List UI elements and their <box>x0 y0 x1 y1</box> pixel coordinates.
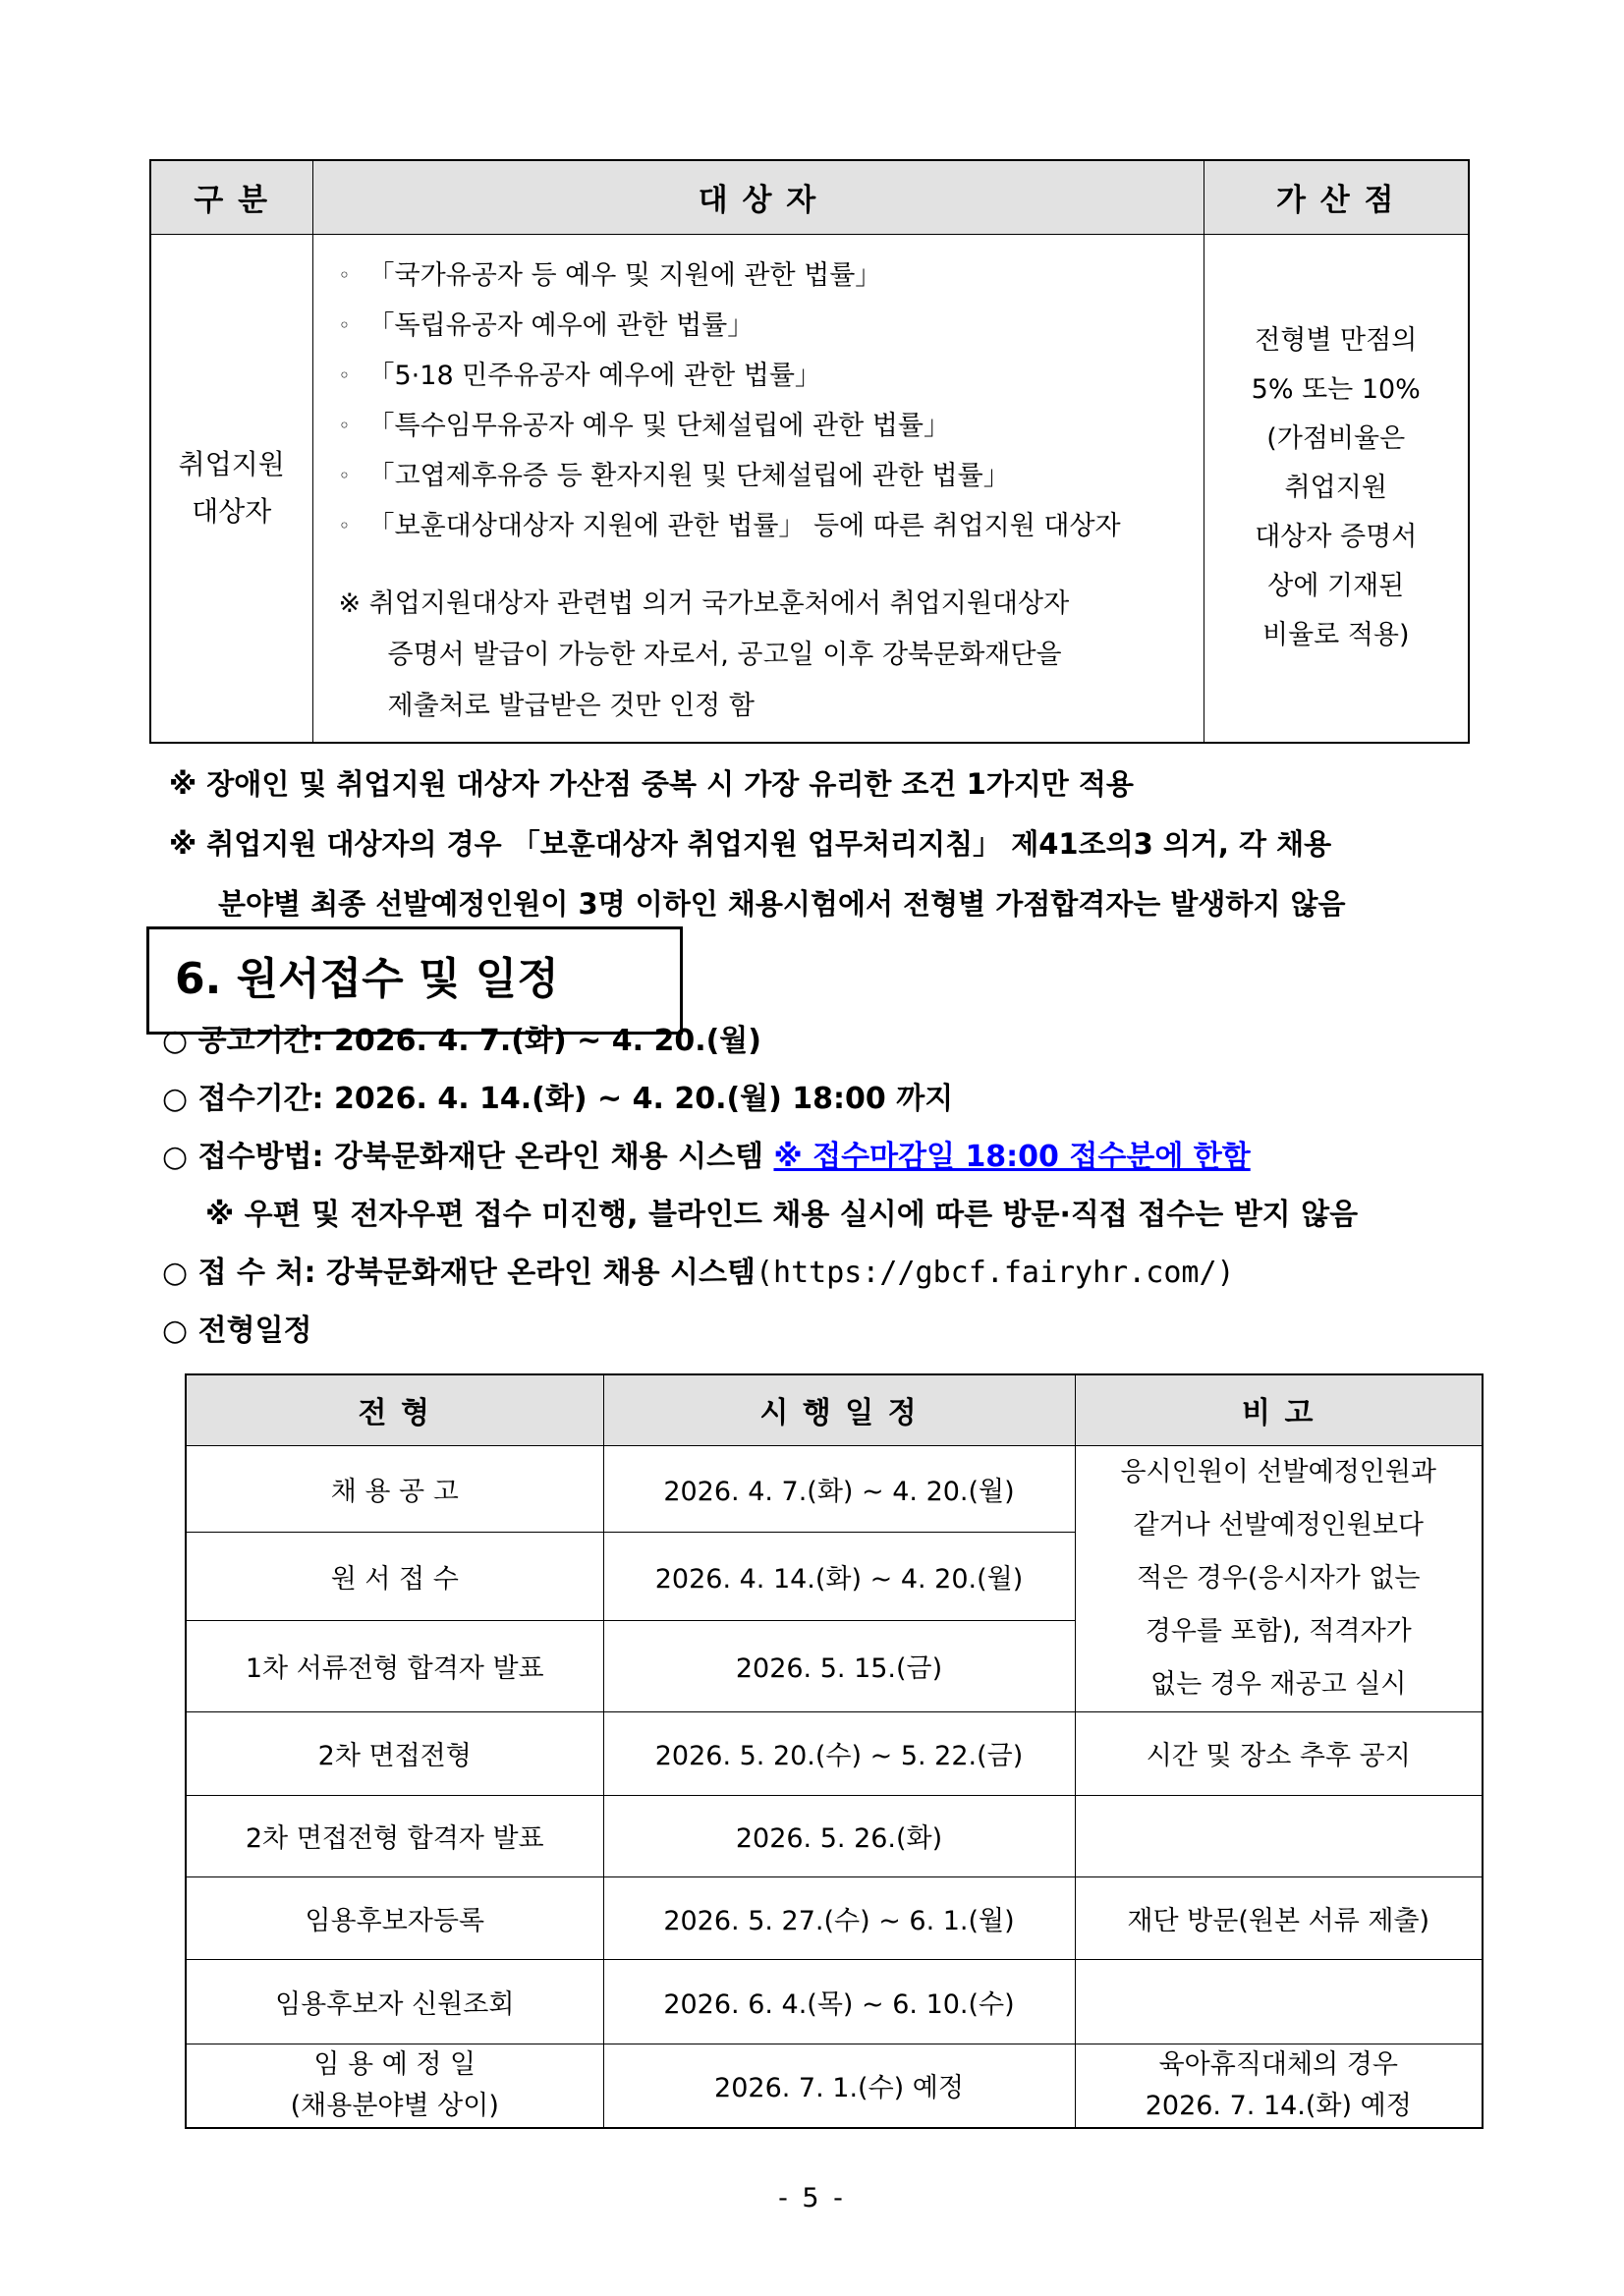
category-line: 대상자 <box>192 494 272 528</box>
table-row <box>186 1876 1483 1959</box>
circle-bullet-icon: ◦ <box>338 413 351 437</box>
notice-period: ○ 공고기간: 2026. 4. 7.(화) ~ 4. 20.(월) <box>162 1024 761 1058</box>
application-method: ○ 접수방법: 강북문화재단 온라인 채용 시스템 ※ 접수마감일 18:00 접수분에 한함 <box>162 1140 1251 1174</box>
circle-bullet-icon: ◦ <box>338 312 351 337</box>
stage-cell: 임용후보자등록 <box>186 1876 603 1959</box>
stage-cell: 2차 면접전형 <box>186 1711 603 1795</box>
category-cell <box>150 234 312 743</box>
application-info <box>162 1012 1358 1360</box>
date-cell: 2026. 5. 15.(금) <box>603 1621 1075 1711</box>
table-row <box>186 1445 1483 1532</box>
note-cell: 육아휴직대체의 경우 2026. 7. 14.(화) 예정 <box>1075 2044 1483 2128</box>
stage-cell: 임 용 예 정 일 (채용분야별 상이) <box>186 2044 603 2128</box>
eligibility-body-row <box>150 234 1469 743</box>
date-cell: 2026. 5. 20.(수) ~ 5. 22.(금) <box>603 1711 1075 1795</box>
schedule-label: ○ 전형일정 <box>162 1314 312 1348</box>
col-header-date: 시 행 일 정 <box>603 1374 1075 1445</box>
application-url: (https://gbcf.fairyhr.com/) <box>755 1256 1235 1290</box>
date-cell: 2026. 6. 4.(목) ~ 6. 10.(수) <box>603 1959 1075 2044</box>
col-header-stage: 전 형 <box>186 1374 603 1445</box>
law-item: ◦ 「보훈대상대상자 지원에 관한 법률」 등에 따른 취업지원 대상자 <box>339 501 1194 551</box>
note-cell: 재단 방문(원본 서류 제출) <box>1075 1876 1483 1959</box>
law-item: ◦ 「특수임무유공자 예우 및 단체설립에 관한 법률」 <box>339 401 1194 451</box>
target-cell <box>312 234 1204 743</box>
law-item: ◦ 「고엽제후유증 등 환자지원 및 단체설립에 관한 법률」 <box>339 451 1194 501</box>
schedule-table <box>185 1373 1484 2129</box>
category-line: 취업지원 <box>178 447 285 480</box>
col-header-note: 비 고 <box>1075 1374 1483 1445</box>
stage-cell: 2차 면접전형 합격자 발표 <box>186 1795 603 1876</box>
date-cell: 2026. 5. 26.(화) <box>603 1795 1075 1876</box>
date-cell: 2026. 4. 7.(화) ~ 4. 20.(월) <box>603 1445 1075 1532</box>
application-address: ○ 접 수 처: 강북문화재단 온라인 채용 시스템(https://gbcf.fairyhr.com/) <box>162 1256 1235 1290</box>
deadline-highlight-link[interactable]: ※ 접수마감일 18:00 접수분에 한함 <box>773 1140 1251 1174</box>
table-row <box>186 2044 1483 2128</box>
bonus-notes <box>169 755 1346 934</box>
application-method-note: ※ 우편 및 전자우편 접수 미진행, 블라인드 채용 실시에 따른 방문·직접 접수는 받지 않음 <box>205 1198 1359 1232</box>
law-item: ◦ 「독립유공자 예우에 관한 법률」 <box>339 301 1194 351</box>
stage-cell: 1차 서류전형 합격자 발표 <box>186 1621 603 1711</box>
stage-cell: 원 서 접 수 <box>186 1532 603 1620</box>
table-row <box>186 1795 1483 1876</box>
law-item: ◦ 「5·18 민주유공자 예우에 관한 법률」 <box>339 351 1194 401</box>
eligibility-header-row <box>150 160 1469 234</box>
schedule-header-row <box>186 1374 1483 1445</box>
date-cell: 2026. 5. 27.(수) ~ 6. 1.(월) <box>603 1876 1075 1959</box>
col-header-target: 대 상 자 <box>312 160 1204 234</box>
table-row <box>186 1959 1483 2044</box>
note-employment-support-cont: 분야별 최종 선발예정인원이 3명 이하인 채용시험에서 전형별 가점합격자는 발생하지 않음 <box>218 887 1346 921</box>
note-cell <box>1075 1959 1483 2044</box>
law-item: ◦ 「국가유공자 등 예우 및 지원에 관한 법률」 <box>339 251 1194 301</box>
circle-bullet-icon: ◦ <box>338 513 351 537</box>
note-employment-support: ※ 취업지원 대상자의 경우 「보훈대상자 취업지원 업무처리지침」 제41조의3 의거, 각 채용 <box>169 827 1332 861</box>
stage-cell: 채 용 공 고 <box>186 1445 603 1532</box>
eligibility-table <box>149 159 1470 744</box>
note-cell: 시간 및 장소 추후 공지 <box>1075 1711 1483 1795</box>
circle-bullet-icon: ◦ <box>338 363 351 387</box>
note-duplicate-bonus: ※ 장애인 및 취업지원 대상자 가산점 중복 시 가장 유리한 조건 1가지만 적용 <box>169 767 1134 801</box>
merged-note-cell: 응시인원이 선발예정인원과 같거나 선발예정인원보다 적은 경우(응시자가 없는 경우를 포함), 적격자가 없는 경우 재공고 실시 <box>1075 1445 1483 1711</box>
date-cell: 2026. 4. 14.(화) ~ 4. 20.(월) <box>603 1532 1075 1620</box>
target-cell-note: ※ 취업지원대상자 관련법 의거 국가보훈처에서 취업지원대상자 증명서 발급이 가능한 자로서, 공고일 이후 강북문화재단을 제출처로 발급받은 것만 인정 함 <box>338 588 1070 721</box>
stage-cell: 임용후보자 신원조회 <box>186 1959 603 2044</box>
section-6-heading: 6. 원서접수 및 일정 <box>146 926 683 1035</box>
note-cell <box>1075 1795 1483 1876</box>
col-header-bonus: 가 산 점 <box>1204 160 1469 234</box>
bonus-cell: 전형별 만점의 5% 또는 10% (가점비율은 취업지원 대상자 증명서 상에 기재된 비율로 적용) <box>1204 234 1469 743</box>
table-row <box>186 1711 1483 1795</box>
circle-bullet-icon: ◦ <box>338 463 351 487</box>
col-header-category: 구 분 <box>150 160 312 234</box>
circle-bullet-icon: ◦ <box>338 262 351 287</box>
application-period: ○ 접수기간: 2026. 4. 14.(화) ~ 4. 20.(월) 18:00 까지 <box>162 1082 954 1116</box>
page-number: - 5 - <box>778 2183 846 2213</box>
date-cell: 2026. 7. 1.(수) 예정 <box>603 2044 1075 2128</box>
